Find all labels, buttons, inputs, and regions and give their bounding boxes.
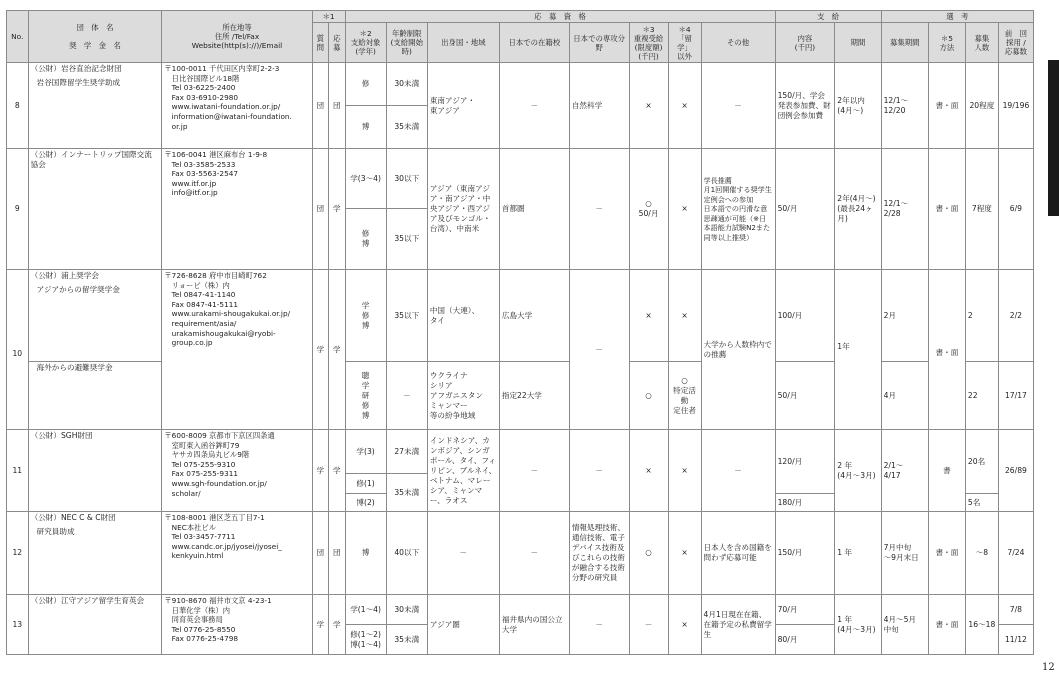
col-prev: 前 回 採用 / 応募数 — [998, 23, 1033, 63]
origin-cell: インドネシア、カンボジア、シンガポール、タイ、フィリピン、ブルネイ、ベトナム、マレーシア、ミャンマー、ラオス — [427, 430, 499, 512]
dup-cell: × — [629, 63, 668, 149]
col-other: その他 — [701, 23, 775, 63]
amount-cell: 50/月 — [775, 362, 835, 430]
address-cell: 〒108-8001 港区芝五丁目7-1 NEC本社ビル Tel 03-3457-7711 www.candc.or.jp/jyosei/jyosei_ kenkyuin.html — [162, 512, 312, 595]
col-period: 期間 — [835, 23, 881, 63]
nonstudent-cell: × — [668, 270, 701, 362]
age-cell: 35以下 — [386, 209, 427, 270]
nonstudent-cell: × — [668, 595, 701, 655]
col-no: No. — [7, 11, 29, 63]
count-cell: 16～18 — [965, 595, 998, 655]
target-cell: 学(1～4) — [345, 595, 386, 625]
oubo-cell: 学 — [329, 430, 345, 512]
period-cell: 1 年 (4月～3月) — [835, 595, 881, 655]
col-oubo: 応募 — [329, 23, 345, 63]
dup-cell: ○ — [629, 512, 668, 595]
row-number: 10 — [7, 270, 29, 430]
amount-cell: 50/月 — [775, 149, 835, 270]
field-cell: 情報処理技術、通信技術、電子デバイス技術及びこれらの技術が融合する技術分野の研究員 — [569, 512, 629, 595]
table-row — [7, 63, 1034, 106]
org-name: （公財）岩谷直治記念財団 — [30, 64, 122, 73]
col-origin: 出身国・地域 — [427, 23, 499, 63]
row-number: 12 — [7, 512, 29, 595]
nonstudent-cell: ○ 特定活動 定住者 — [668, 362, 701, 430]
col-org-label: 団 体 名 — [76, 23, 114, 32]
school-cell: － — [499, 63, 569, 149]
period-cell: 1年 — [835, 270, 881, 430]
origin-cell: － — [427, 512, 499, 595]
target-cell: 博(2) — [345, 494, 386, 512]
scholarship-table — [6, 10, 1034, 655]
address-cell: 〒600-8009 京都市下京区四条通 室町東入函谷鉾町79 ヤサカ四条烏丸ビル9階 Tel 075-255-9310 Fax 075-255-9311 www.sgh-foundation.or.jp/ scholar/ — [162, 430, 312, 512]
nonstudent-cell: × — [668, 149, 701, 270]
field-cell: － — [569, 595, 629, 655]
other-cell: 4月1日現在在籍、在籍予定の私費留学生 — [701, 595, 775, 655]
age-cell: 35未満 — [386, 625, 427, 655]
target-cell: 修 — [345, 63, 386, 106]
target-cell: 学(3) — [345, 430, 386, 474]
col-payment: 支 給 — [775, 11, 881, 23]
recruit-period-cell: 7月中旬 ～9月末日 — [881, 512, 928, 595]
oubo-cell: 学 — [329, 270, 345, 430]
field-cell: － — [569, 430, 629, 512]
org-cell — [28, 362, 162, 430]
other-cell: 日本人を含め国籍を問わず応募可能 — [701, 512, 775, 595]
org-name: （公財）浦上奨学会 — [30, 271, 99, 280]
nonstudent-cell: × — [668, 63, 701, 149]
count-cell: 5名 — [965, 494, 998, 512]
table-row — [7, 430, 1034, 474]
prev-cell: 11/12 — [998, 625, 1033, 655]
field-cell: － — [569, 149, 629, 270]
dup-cell: ○ — [629, 362, 668, 430]
row-number: 9 — [7, 149, 29, 270]
table-row — [7, 270, 1034, 362]
origin-cell: 中国（大連）、 タイ — [427, 270, 499, 362]
count-cell: ～8 — [965, 512, 998, 595]
nonstudent-cell: × — [668, 430, 701, 512]
school-cell: 広島大学 — [499, 270, 569, 362]
org-cell — [28, 430, 162, 512]
method-cell: 書・面 — [928, 512, 965, 595]
method-cell: 書・面 — [928, 149, 965, 270]
recruit-period-cell: 2/1～ 4/17 — [881, 430, 928, 512]
count-cell: 20名 — [965, 430, 998, 494]
recruit-period-cell: 12/1～ 12/20 — [881, 63, 928, 149]
prev-cell: 2/2 — [998, 270, 1033, 362]
field-cell: 自然科学 — [569, 63, 629, 149]
prev-cell: 17/17 — [998, 362, 1033, 430]
shitsumon-cell: 団 — [312, 149, 328, 270]
table-row — [7, 149, 1034, 209]
prev-cell: 7/8 — [998, 595, 1033, 625]
origin-cell: ウクライナ シリア アフガニスタン ミャンマー 等の紛争地域 — [427, 362, 499, 430]
col-note1: ＊1 — [312, 11, 345, 23]
school-cell: － — [499, 430, 569, 512]
other-cell: 学長推薦 月1回開催する奨学生定例会への参加 日本語での円滑な意思疎通が可能（※日本語能力試験N2また同等以上推奨） — [701, 149, 775, 270]
age-cell: 35未満 — [386, 474, 427, 512]
org-name: （公財）江守アジア留学生育英会 — [30, 596, 145, 605]
org-cell — [28, 512, 162, 595]
count-cell: 20程度 — [965, 63, 998, 149]
dup-cell: － — [629, 595, 668, 655]
amount-cell: 150/月、学会発表参加費、財団例会参加費 — [775, 63, 835, 149]
target-cell: 聴 学 研 修 博 — [345, 362, 386, 430]
org-cell — [28, 595, 162, 655]
oubo-cell: 団 — [329, 63, 345, 149]
table-row — [7, 595, 1034, 625]
school-cell: 福井県内の国公立大学 — [499, 595, 569, 655]
other-cell: 大学から人数枠内での推薦 — [701, 270, 775, 430]
col-shitsumon: 質問 — [312, 23, 328, 63]
age-cell: 40以下 — [386, 512, 427, 595]
target-cell: 博 — [345, 512, 386, 595]
shitsumon-cell: 学 — [312, 270, 328, 430]
dup-cell — [629, 149, 668, 270]
prev-cell: 26/89 — [998, 430, 1033, 512]
age-cell: 35以下 — [386, 270, 427, 362]
method-cell: 書 — [928, 430, 965, 512]
col-recruit-period: 募集期間 — [881, 23, 928, 63]
recruit-period-cell: 4月 — [881, 362, 928, 430]
age-cell: － — [386, 362, 427, 430]
age-cell: 30未満 — [386, 63, 427, 106]
origin-cell: 東南アジア・ 東アジア — [427, 63, 499, 149]
target-cell: 学 修 博 — [345, 270, 386, 362]
col-name — [28, 11, 162, 63]
address-cell: 〒726-8628 府中市目崎町762 リョービ（株）内 Tel 0847-41-1140 Fax 0847-41-5111 www.urakami-shougakukai.or.jp/ requirement/asia/ urakamishougakukai@ryobi- group.co.jp — [162, 270, 312, 430]
scholarship-name: 岩谷国際留学生奨学助成 — [36, 78, 121, 87]
section-tab-bar — [1048, 60, 1059, 216]
address-cell: 〒100-0011 千代田区内幸町2-2-3 日比谷国際ビル18階 Tel 03-6225-2400 Fax 03-6910-2980 www.iwatani-foundation.or.jp/ information@iwatani-foundation. or.jp — [162, 63, 312, 149]
count-cell: 2 — [965, 270, 998, 362]
dup-amount: 50/月 — [638, 209, 659, 218]
oubo-cell: 学 — [329, 595, 345, 655]
dup-mark: ○ — [645, 199, 652, 208]
count-cell: 22 — [965, 362, 998, 430]
period-cell: 2 年 (4月～3月) — [835, 430, 881, 512]
amount-cell: 150/月 — [775, 512, 835, 595]
col-recruit-count: 募集 人数 — [965, 23, 998, 63]
target-cell: 博 — [345, 106, 386, 149]
dup-cell: × — [629, 430, 668, 512]
col-field: 日本での専攻分野 — [569, 23, 629, 63]
col-method: ＊5 方法 — [928, 23, 965, 63]
count-cell: 7程度 — [965, 149, 998, 270]
amount-cell: 120/月 — [775, 430, 835, 494]
school-cell: 指定22大学 — [499, 362, 569, 430]
col-address: 所在地等 住所 /Tel/Fax Website(http(s)://)/Email — [162, 11, 312, 63]
recruit-period-cell: 12/1～ 2/28 — [881, 149, 928, 270]
origin-cell: アジア圏 — [427, 595, 499, 655]
recruit-period-cell: 4月～5月 中旬 — [881, 595, 928, 655]
row-number: 13 — [7, 595, 29, 655]
org-name: （公財）インナートリップ国際交流協会 — [30, 150, 152, 169]
page-number: 12 — [1042, 662, 1055, 673]
age-cell: 30以下 — [386, 149, 427, 209]
school-cell: － — [499, 512, 569, 595]
address-cell: 〒106-0041 港区麻布台 1-9-8 Tel 03-3585-2533 Fax 03-5563-2547 www.itf.or.jp info@itf.or.jp — [162, 149, 312, 270]
row-number: 8 — [7, 63, 29, 149]
amount-cell: 180/月 — [775, 494, 835, 512]
period-cell: 2年(4月～) (最長24ヶ月) — [835, 149, 881, 270]
period-cell: 1 年 — [835, 512, 881, 595]
period-cell: 2年以内 (4月～) — [835, 63, 881, 149]
col-nonstudent: ＊4 「留学」 以外 — [668, 23, 701, 63]
address-cell: 〒910-8670 福井市文京 4-23-1 日華化学（株）内 同育英会事務局 Tel 0776-25-8550 Fax 0776-25-4798 — [162, 595, 312, 655]
prev-cell: 7/24 — [998, 512, 1033, 595]
shitsumon-cell: 団 — [312, 63, 328, 149]
target-cell: 修 博 — [345, 209, 386, 270]
org-name: （公財）NEC C & C財団 — [30, 513, 116, 522]
field-cell: － — [569, 270, 629, 430]
age-cell: 35未満 — [386, 106, 427, 149]
age-cell: 27未満 — [386, 430, 427, 474]
shitsumon-cell: 学 — [312, 595, 328, 655]
method-cell: 書・面 — [928, 63, 965, 149]
shitsumon-cell: 学 — [312, 430, 328, 512]
amount-cell: 100/月 — [775, 270, 835, 362]
other-cell: － — [701, 430, 775, 512]
target-cell: 修(1) — [345, 474, 386, 494]
method-cell: 書・面 — [928, 270, 965, 430]
origin-cell: アジア（東南アジア・南アジア・中央アジア・西アジア及びモンゴル・台湾）、中南米 — [427, 149, 499, 270]
method-cell: 書・面 — [928, 595, 965, 655]
school-cell: 首都圏 — [499, 149, 569, 270]
prev-cell: 6/9 — [998, 149, 1033, 270]
col-amount: 内容 (千円) — [775, 23, 835, 63]
org-cell — [28, 270, 162, 362]
table-row — [7, 512, 1034, 595]
target-cell: 学(3～4) — [345, 149, 386, 209]
col-dup: ＊3 重複受給 (限度額) (千円) — [629, 23, 668, 63]
scholarship-name: 海外からの避難奨学金 — [36, 363, 113, 372]
org-cell — [28, 149, 162, 270]
amount-cell: 70/月 — [775, 595, 835, 625]
amount-cell: 80/月 — [775, 625, 835, 655]
prev-cell: 19/196 — [998, 63, 1033, 149]
oubo-cell: 団 — [329, 512, 345, 595]
recruit-period-cell: 2月 — [881, 270, 928, 362]
org-cell — [28, 63, 162, 149]
col-selection: 選 考 — [881, 11, 1033, 23]
shitsumon-cell: 団 — [312, 512, 328, 595]
col-qualification: 応 募 資 格 — [345, 11, 775, 23]
col-scholarship-label: 奨 学 金 名 — [69, 41, 121, 50]
scholarship-name: アジアからの留学奨学金 — [36, 285, 120, 294]
nonstudent-cell: × — [668, 512, 701, 595]
dup-cell: × — [629, 270, 668, 362]
age-cell: 30未満 — [386, 595, 427, 625]
other-cell: － — [701, 63, 775, 149]
row-number: 11 — [7, 430, 29, 512]
target-cell: 修(1～2) 博(1～4) — [345, 625, 386, 655]
col-target: ＊2 支給対象 (学年) — [345, 23, 386, 63]
col-school: 日本での在籍校 — [499, 23, 569, 63]
org-name: （公財）SGH財団 — [30, 431, 93, 440]
col-age: 年齢制限 (支給開始時) — [386, 23, 427, 63]
scholarship-name: 研究員助成 — [36, 527, 75, 536]
oubo-cell: 学 — [329, 149, 345, 270]
